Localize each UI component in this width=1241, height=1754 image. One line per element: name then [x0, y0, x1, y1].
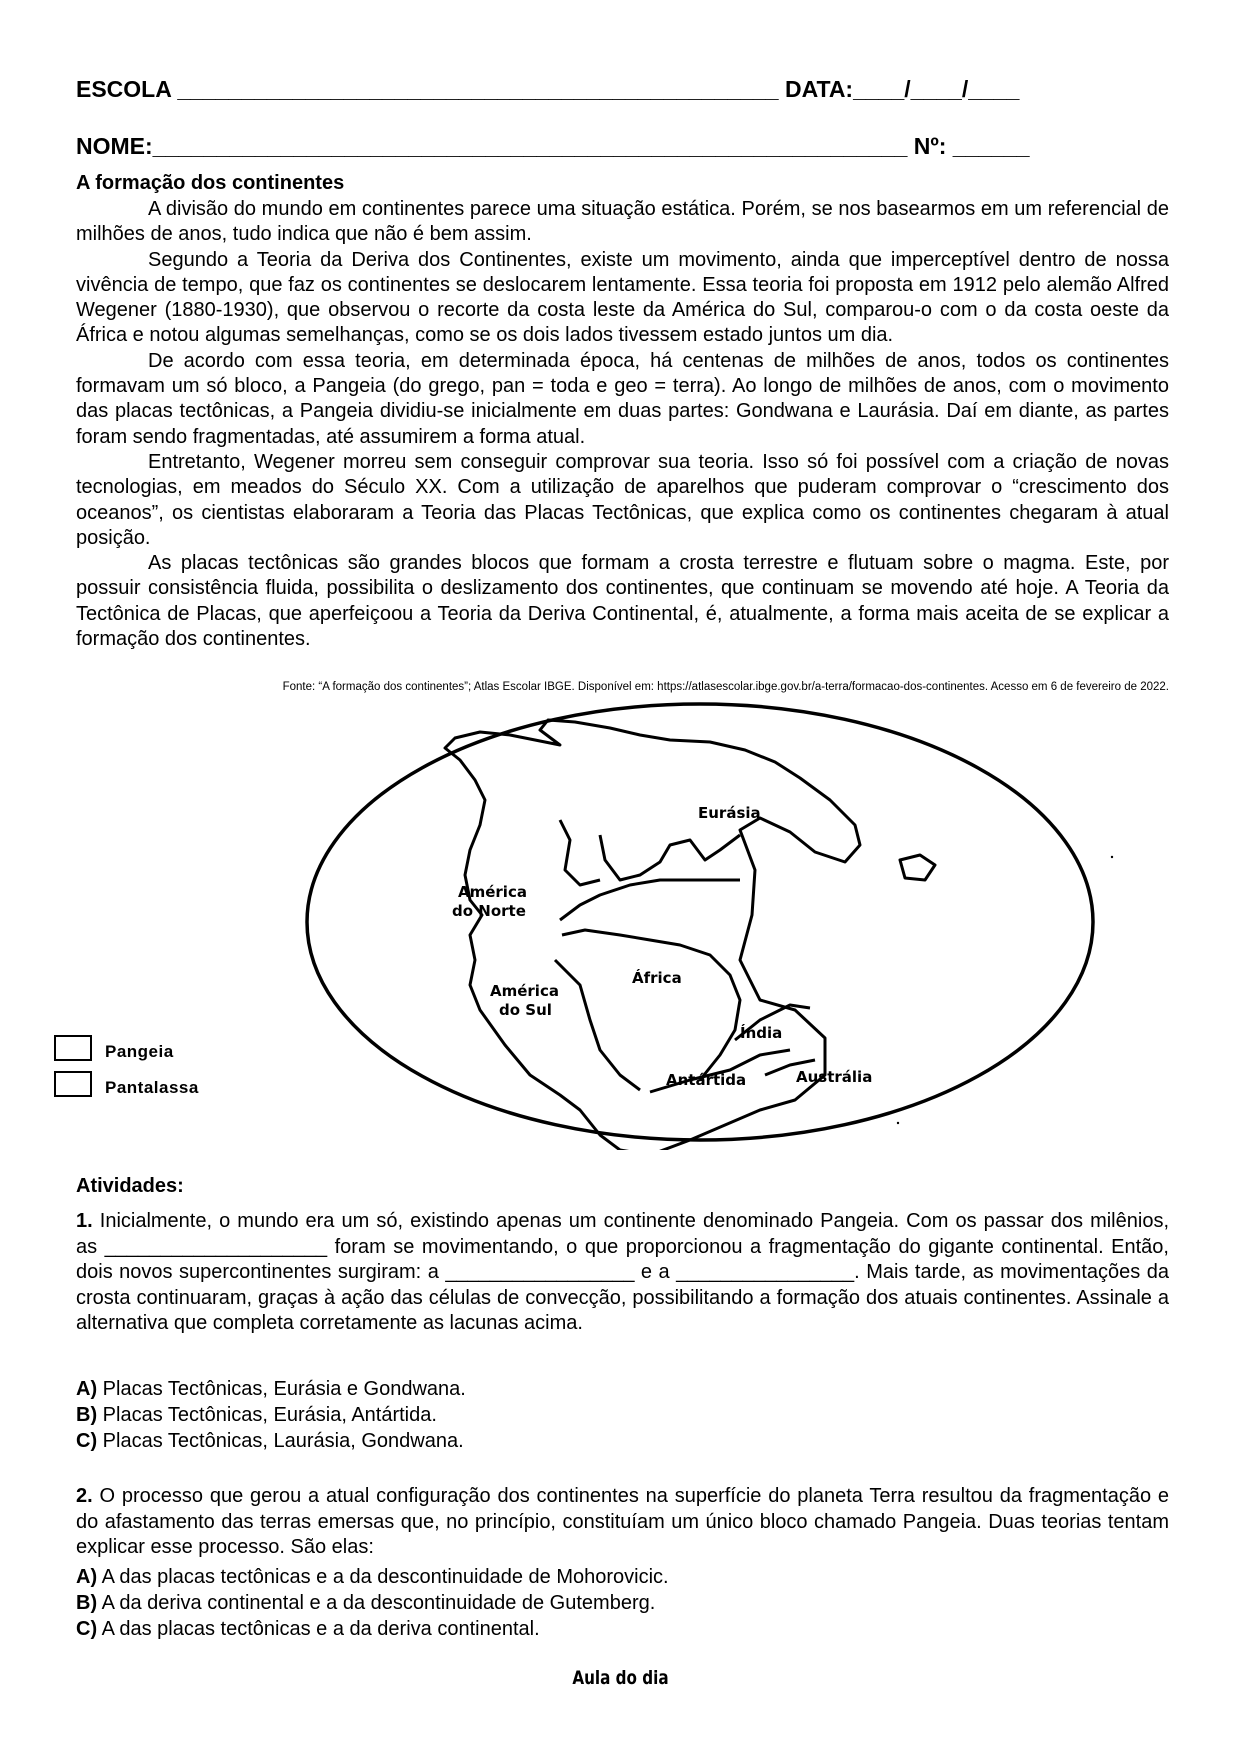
question-2-number: 2.	[76, 1485, 93, 1507]
q2-option-b[interactable]	[76, 1592, 655, 1615]
option-text: A das placas tectônicas e a da deriva continental.	[101, 1618, 540, 1640]
article-body	[76, 197, 1169, 652]
option-letter: B)	[76, 1592, 98, 1614]
paragraph: Entretanto, Wegener morreu sem conseguir comprovar sua teoria. Isso só foi possível com a criação de novas tecnologias, em meados do Século XX. Com a utilização de aparelhos que puderam comprovar o “crescimento dos oceanos”, os cientistas elaboraram a Teoria das Placas Tectônicas, que explica como os continentes chegaram à atual posição.	[76, 450, 1169, 549]
q1-option-c[interactable]	[76, 1430, 464, 1453]
legend-pantalassa-label: Pantalassa	[105, 1078, 199, 1097]
option-letter: C)	[76, 1618, 98, 1640]
pantalassa-checkbox[interactable]	[54, 1071, 92, 1097]
legend-pangeia-label: Pangeia	[105, 1042, 174, 1061]
question-1-number: 1.	[76, 1210, 93, 1232]
label-eurasia: Eurásia	[698, 804, 761, 822]
question-1	[76, 1209, 1169, 1337]
option-letter: A)	[76, 1378, 98, 1400]
tasmania-island	[900, 855, 935, 880]
school-date-line: ESCOLA _______________________________________________ DATA:____/____/____	[76, 76, 1020, 102]
article-title: A formação dos continentes	[76, 172, 345, 194]
question-2	[76, 1484, 1169, 1561]
option-text: A das placas tectônicas e a da descontinuidade de Mohorovicic.	[101, 1566, 669, 1588]
pangeia-checkbox[interactable]	[54, 1035, 92, 1061]
option-letter: C)	[76, 1430, 98, 1452]
stray-dot	[897, 1122, 899, 1124]
question-1-text: Inicialmente, o mundo era um só, existindo apenas um continente denominado Pangeia. Com os passar dos milênios, as ____________________ foram se movimentando, o que proporcionou a fragmentação do gigante continental. Então, dois novos supercontinentes surgiram: a _________________ e a ________________. Mais tarde, as movimentações da crosta continuaram, graças à ação das células de convecção, possibilitando a formação dos atuais continentes. Assinale a alternativa que completa corretamente as lacunas acima.	[76, 1210, 1169, 1335]
paragraph: De acordo com essa teoria, em determinada época, há centenas de milhões de anos, todos os continentes formavam um só bloco, a Pangeia (do grego, pan = toda e geo = terra). Ao longo de milhões de anos, com o movimento das placas tectônicas, a Pangeia dividiu-se inicialmente em duas partes: Gondwana e Laurásia. Daí em diante, as partes foram sendo fragmentadas, até assumirem a forma atual.	[76, 349, 1169, 448]
south-america-east	[555, 960, 640, 1090]
q2-option-a[interactable]	[76, 1566, 669, 1589]
question-2-text: O processo que gerou a atual configuração dos continentes na superfície do planeta Terra resultou da fragmentação e do afastamento das terras emersas que, no princípio, constituíam um único bloco chamado Pangeia. Duas teorias tentam explicar esse processo. São elas:	[76, 1485, 1169, 1559]
gondwana-border	[560, 880, 740, 920]
paragraph: A divisão do mundo em continentes parece uma situação estática. Porém, se nos basearmos em um referencial de milhões de anos, tudo indica que não é bem assim.	[76, 198, 1169, 246]
label-america-sul-1: América	[490, 982, 559, 1000]
q1-option-b[interactable]	[76, 1404, 437, 1427]
stray-dot	[1111, 856, 1113, 858]
paragraph: Segundo a Teoria da Deriva dos Continentes, existe um movimento, ainda que imperceptível dentro de nossa vivência de tempo, que faz os continentes se deslocarem lentamente. Essa teoria foi proposta em 1912 pelo alemão Alfred Wegener (1880-1930), que observou o recorte da costa leste da América do Sul, comparou-o com o da costa oeste da África e notou algumas semelhanças, como se os dois lados tivessem estado juntos um dia.	[76, 248, 1169, 347]
activities-heading: Atividades:	[76, 1175, 184, 1197]
africa-outline	[562, 930, 740, 1080]
laurasia-coast-detail	[560, 820, 600, 885]
label-america-sul-2: do Sul	[499, 1001, 552, 1019]
source-citation: Fonte: “A formação dos continentes”; Atlas Escolar IBGE. Disponível em: https://atlasescolar.ibge.gov.br/a-terra/formacao-dos-continentes. Acesso em 6 de fevereiro de 2022.	[282, 681, 1169, 693]
label-antartida: Antártida	[666, 1071, 747, 1089]
paragraph: As placas tectônicas são grandes blocos que formam a crosta terrestre e flutuam sobre o magma. Este, por possuir consistência fluida, possibilita o deslizamento dos continentes, que continuam se movendo até hoje. A Teoria da Tectônica de Placas, que aperfeiçoou a Teoria da Deriva Continental, é, atualmente, a forma mais aceita de se explicar a formação dos continentes.	[76, 552, 1169, 651]
option-text: Placas Tectônicas, Laurásia, Gondwana.	[102, 1430, 464, 1452]
option-text: Placas Tectônicas, Eurásia e Gondwana.	[102, 1378, 466, 1400]
label-america-norte-2: do Norte	[452, 902, 526, 920]
footer-brand: Aula do dia	[572, 1667, 669, 1689]
option-text: A da deriva continental e a da descontinuidade de Gutemberg.	[101, 1592, 656, 1614]
name-number-line: NOME:___________________________________________________________ Nº: ______	[76, 133, 1030, 159]
q2-option-c[interactable]	[76, 1618, 540, 1641]
option-text: Placas Tectônicas, Eurásia, Antártida.	[102, 1404, 437, 1426]
label-america-norte-1: América	[458, 883, 527, 901]
label-africa: África	[632, 969, 682, 987]
option-letter: A)	[76, 1566, 98, 1588]
europe-detail	[600, 835, 740, 880]
q1-option-a[interactable]	[76, 1378, 466, 1401]
label-australia: Austrália	[796, 1068, 873, 1086]
label-india: Índia	[740, 1024, 783, 1042]
option-letter: B)	[76, 1404, 98, 1426]
